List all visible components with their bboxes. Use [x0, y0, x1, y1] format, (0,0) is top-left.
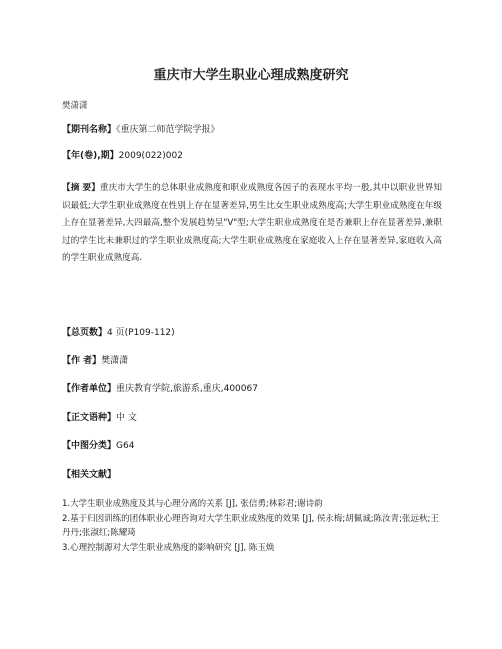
year-issue-label: 【年(卷),期】: [62, 151, 119, 161]
classification-value: G64: [116, 441, 135, 451]
language-value: 中 文: [116, 413, 137, 423]
paper-title: 重庆市大学生职业心理成熟度研究: [153, 68, 349, 83]
pages-label: 【总页数】: [62, 328, 108, 338]
author-line: 樊潇潇: [62, 101, 88, 111]
related-item[interactable]: 3.心理控制源对大学生职业成熟度的影响研究 [J], 陈玉焕: [62, 542, 275, 553]
affiliation-value: 重庆教育学院,旅游系,重庆,400067: [116, 384, 258, 394]
classification-field: [62, 440, 442, 453]
affiliation-label: 【作者单位】: [62, 384, 117, 394]
author-field: [62, 355, 442, 368]
abstract-text: 重庆市大学生的总体职业成熟度和职业成熟度各因子的表现水平均一般,其中以职业世界知识最低;大学生职业成熟度在性别上存在显著差异,男生比女生职业成熟度高;大学生职业成熟度在年级上存在显著差异,大四最高,整个发展趋势呈"V"型;大学生职业成熟度在是否兼职上存在显著差异,兼职过的学生比未兼职过的学生职业成熟度高;大学生职业成熟度在家庭收入上存在显著差异,家庭收入高的学生职业成熟度高.: [62, 183, 442, 264]
related-label: 【相关文献】: [62, 470, 117, 480]
pages-field: [62, 327, 442, 340]
year-issue-value: 2009(022)002: [118, 151, 183, 161]
journal-field: [62, 124, 442, 137]
author-value: 樊潇潇: [101, 356, 129, 366]
abstract-label: 【摘 要】: [62, 183, 100, 193]
year-issue-field: [62, 150, 442, 163]
language-label: 【正文语种】: [62, 413, 117, 423]
classification-label: 【中图分类】: [62, 441, 117, 451]
affiliation-field: [62, 383, 442, 396]
journal-label: 【期刊名称】: [62, 125, 117, 135]
pages-value: 4 页(P109-112): [107, 328, 175, 338]
author-label: 【作 者】: [62, 356, 102, 366]
related-item[interactable]: 1.大学生职业成熟度及其与心理分离的关系 [J], 张信勇;林彩君;谢诗韵: [62, 499, 323, 509]
related-list: [62, 497, 444, 555]
related-item[interactable]: 2.基于归因训练的团体职业心理咨询对大学生职业成熟度的效果 [J], 侯永梅;胡佩诚;陈汝青;张远秋;王丹丹;张淑红;陈耀琦: [62, 513, 439, 538]
journal-value: 《重庆第二师范学院学报》: [116, 125, 220, 135]
abstract-block: [62, 180, 442, 268]
language-field: [62, 412, 442, 425]
related-header: [62, 469, 442, 482]
